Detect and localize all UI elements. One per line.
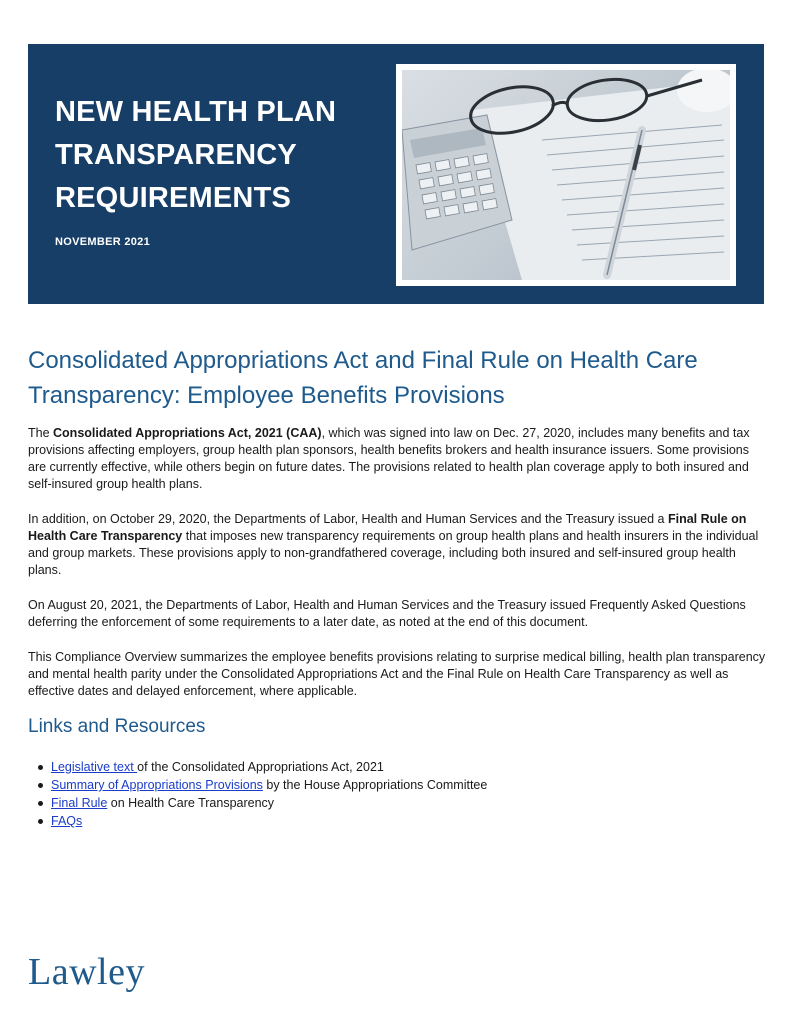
faqs-link[interactable]: FAQs (51, 814, 83, 828)
legislative-text-link[interactable]: Legislative text (51, 760, 138, 774)
banner-title-line: REQUIREMENTS (55, 182, 292, 214)
text: by the House Appropriations Committee (262, 778, 488, 792)
text: , which was signed into law on Dec. 27, 2020, includes many benefits and tax provisions affecting employers, group health plan sponsors, health benefits brokers and health insurance issuers. Some provisions are currently effective, while others begin on future dates. The provisions related to health plan coverage apply to both insured and self-insured group health plans. (28, 426, 750, 491)
paragraph-final-rule (28, 511, 768, 579)
text: of the Consolidated Appropriations Act, 2021 (137, 760, 384, 774)
page-title-line: Consolidated Appropriations Act and Final Rule on Health Care (28, 347, 698, 374)
paragraph-caa (28, 425, 768, 493)
list-item (38, 758, 487, 776)
text: The (28, 426, 54, 440)
page-title-line: Transparency: Employee Benefits Provisions (28, 382, 505, 409)
calculator-photo-illustration (402, 70, 730, 280)
banner-date: NOVEMBER 2021 (55, 236, 150, 248)
text: that imposes new transparency requirements on group health plans and health insurers in the individual and group markets. These provisions apply to non-grandfathered coverage, including both insured and self-insured group health plans. (28, 529, 759, 577)
list-item (38, 812, 487, 830)
links-list (38, 758, 487, 830)
banner-title (55, 91, 395, 220)
banner-title-line: NEW HEALTH PLAN (55, 96, 337, 128)
bold-term: Final Rule on Health Care Transparency (28, 512, 747, 543)
bold-term: Consolidated Appropriations Act, 2021 (CAA) (53, 426, 322, 440)
text: In addition, on October 29, 2020, the Departments of Labor, Health and Human Services and the Treasury issued a (28, 512, 668, 526)
page-title (28, 343, 768, 413)
links-section-title: Links and Resources (28, 716, 206, 737)
paragraph-overview: This Compliance Overview summarizes the employee benefits provisions relating to surprise medical billing, health plan transparency and mental health parity under the Consolidated Appropriations Act and the Final Rule on Health Care Transparency as well as effective dates and delayed enforcement, where applicable. (28, 650, 766, 698)
paragraph-faqs: On August 20, 2021, the Departments of Labor, Health and Human Services and the Treasury issued Frequently Asked Questions deferring the enforcement of some requirements to a later date, as noted at the end of this document. (28, 598, 746, 629)
text: on Health Care Transparency (107, 796, 275, 810)
list-item (38, 794, 487, 812)
banner-title-line: TRANSPARENCY (55, 139, 297, 171)
final-rule-link[interactable]: Final Rule (51, 796, 108, 810)
banner-photo-frame (396, 64, 736, 286)
lawley-logo: Lawley (28, 951, 145, 993)
list-item (38, 776, 487, 794)
summary-provisions-link[interactable]: Summary of Appropriations Provisions (51, 778, 263, 792)
banner-photo (402, 70, 730, 280)
header-banner (28, 44, 764, 304)
